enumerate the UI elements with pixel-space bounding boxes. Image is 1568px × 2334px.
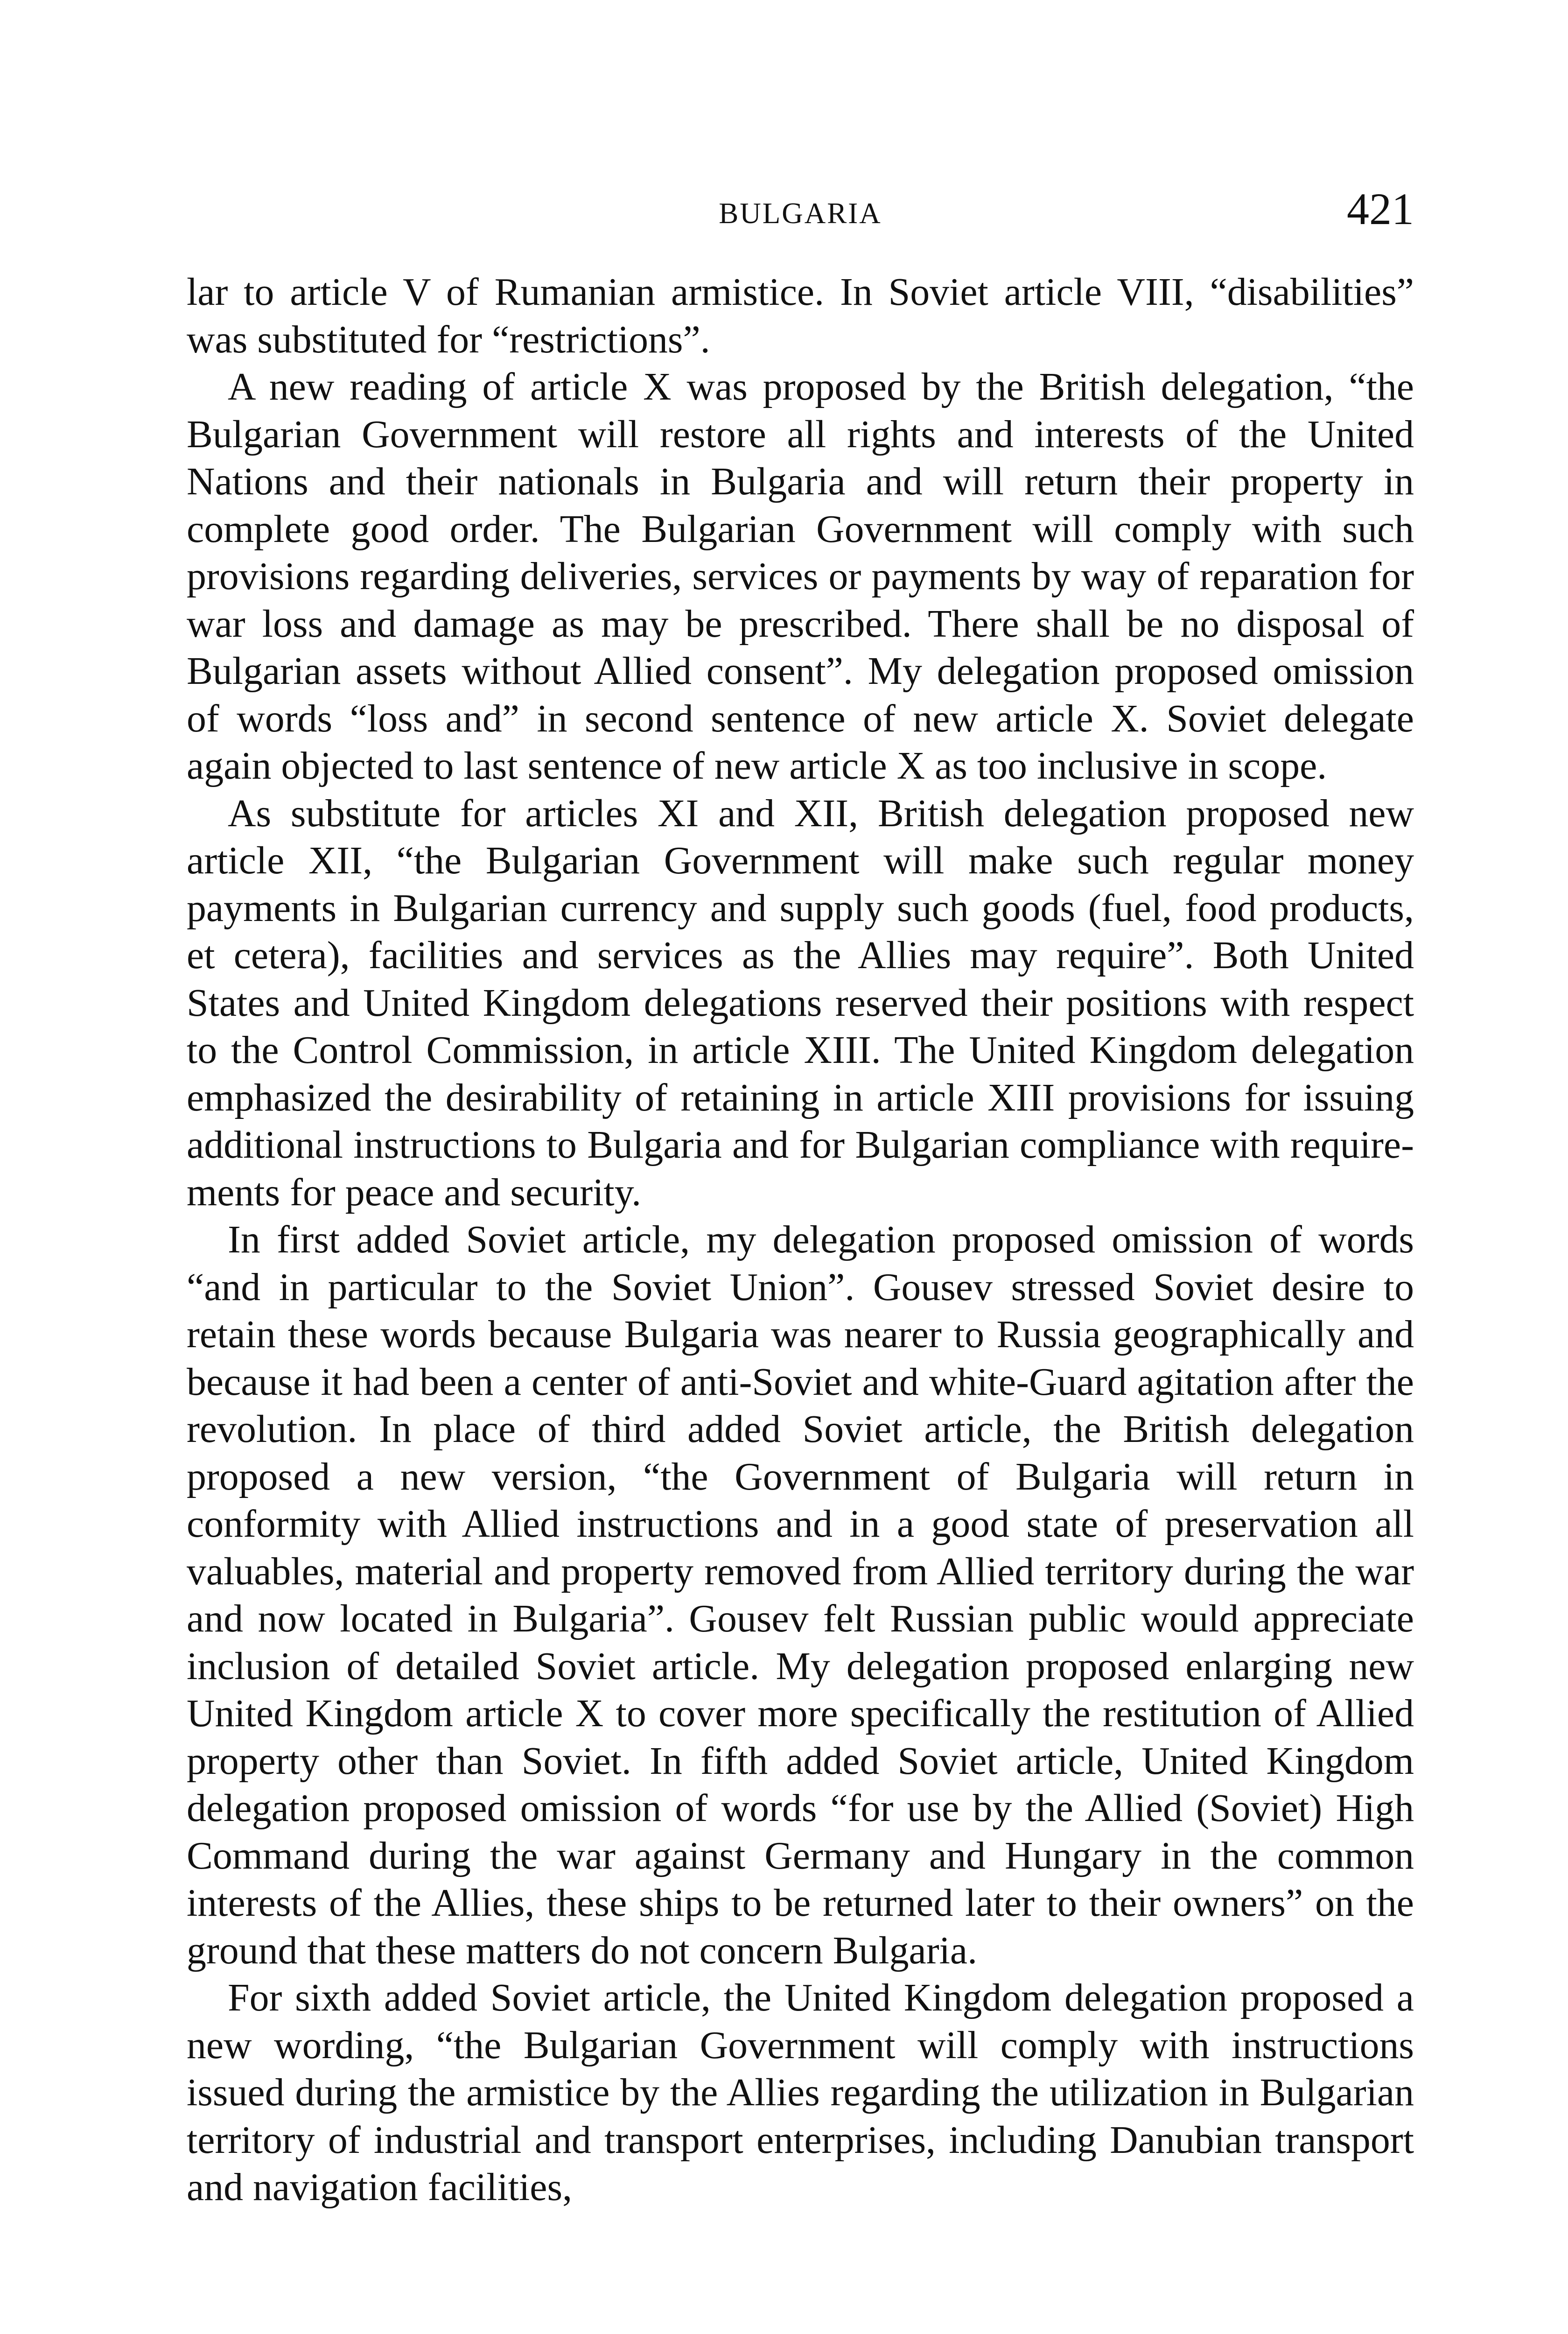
running-title: BULGARIA [719,197,882,230]
paragraph-sixth-article: For sixth added Soviet article, the United Kingdom delegation proposed a new wording, “the Bulgarian Government will comply with instructions issued during the armistice by the Allies regarding the utilization in Bulgarian territory of industrial and transport enterprises, including Danubian transport and navigation facilities, [187,1976,1414,2209]
paragraph-article-xii: As substitute for articles XI and XII, British delegation proposed new article XII, “the Bulgarian Government will make such regular money payments in Bulgarian currency and supply such goods (fuel, food products, et cetera), facilities and services as the Allies may require”. Both United States and United Kingdom delegations reserved their positions with respect to the Control Commission, in article XIII. The United Kingdom delegation emphasized the desirability of retaining in article XIII provisions for issuing additional instructions to Bulgaria and for Bulgarian compliance with requirements for peace and security. [187,791,1414,1214]
paragraph-added-soviet-articles: In first added Soviet article, my delegation proposed omission of words “and in particular to the Soviet Union”. Gousev stressed Soviet desire to retain these words because Bulgaria was nearer to Russia geographically and because it had been a center of anti-Soviet and white-Guard agitation after the revolution. In place of third added Soviet article, the British delegation proposed a new version, “the Government of Bulgaria will return in conformity with Allied instructions and in a good state of preservation all valuables, material and property removed from Allied territory during the war and now located in Bulgaria”. Gousev felt Russian public would appreciate inclusion of detailed Soviet article. My delegation proposed enlarging new United Kingdom article X to cover more specifically the restitution of Allied property other than Soviet. In fifth added Soviet article, United Kingdom delegation proposed omission of words “for use by the Allied (Soviet) High Command during the war against Germany and Hungary in the common interests of the Allies, these ships to be returned later to their owners” on the ground that these matters do not concern Bulgaria. [187,1218,1414,1972]
paragraph-continued: lar to article V of Rumanian armistice. In Soviet article VIII, “disabilities” was substituted for “restrictions”. [187,270,1414,361]
running-head [187,184,1414,243]
body-text [187,268,1414,2211]
paragraph-article-x: A new reading of article X was proposed by the British delegation, “the Bulgarian Government will restore all rights and interests of the United Nations and their nationals in Bulgaria and will return their property in complete good order. The Bulgarian Government will comply with such provisions regarding deliveries, services or payments by way of reparation for war loss and damage as may be prescribed. There shall be no disposal of Bulgarian assets without Allied consent”. My delegation proposed omission of words “loss and” in second sentence of new article X. Soviet delegate again objected to last sentence of new article X as too inclusive in scope. [187,365,1414,787]
page-number: 421 [1347,184,1414,234]
